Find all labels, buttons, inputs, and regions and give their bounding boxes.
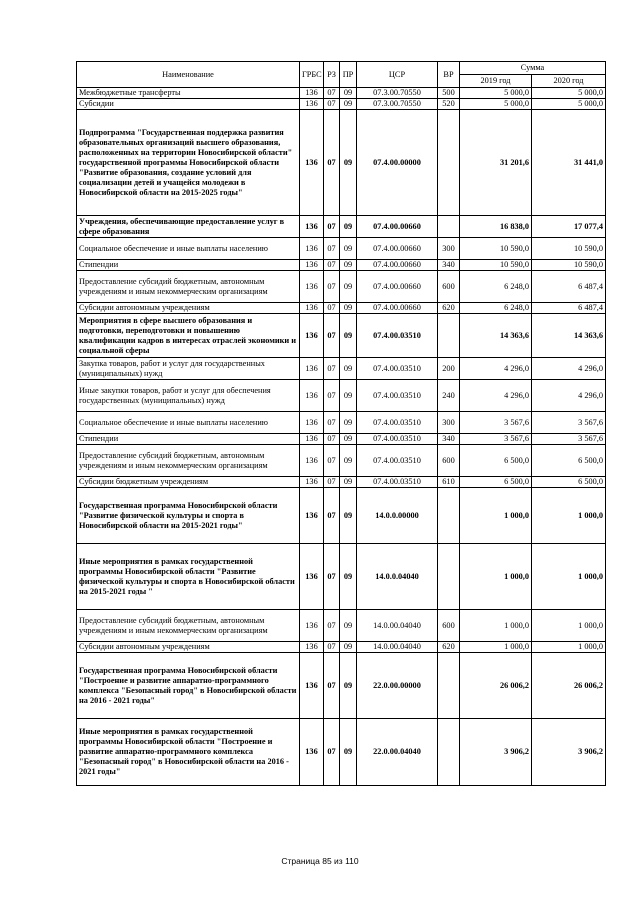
row-name: Предоставление субсидий бюджетным, автономным учреждениям и иным некоммерческим организациям	[77, 271, 300, 303]
row-rz: 07	[324, 434, 340, 445]
table-row	[77, 488, 606, 544]
row-sum-2020: 6 500,0	[532, 445, 606, 477]
row-pr: 09	[340, 303, 357, 314]
row-pr: 09	[340, 477, 357, 488]
row-csr: 07.4.00.00660	[357, 271, 438, 303]
row-name: Социальное обеспечение и иные выплаты населению	[77, 412, 300, 434]
row-sum-2019: 3 567,6	[460, 412, 532, 434]
table-row	[77, 238, 606, 260]
row-csr: 07.4.00.03510	[357, 477, 438, 488]
row-sum-2020: 31 441,0	[532, 110, 606, 216]
row-name: Подпрограмма "Государственная поддержка развития образовательных организаций высшего образования, расположенных на территории Новосибирской области" государственной программы Новосибирской области "Развитие образования, создание условий для социализации детей и учащейся молодежи в Новосибирской области на 2015-2025 годы"	[77, 110, 300, 216]
row-pr: 09	[340, 216, 357, 238]
row-grbs: 136	[300, 610, 324, 642]
row-sum-2019: 1 000,0	[460, 488, 532, 544]
row-name: Стипендии	[77, 260, 300, 271]
row-name: Иные мероприятия в рамках государственной программы Новосибирской области "Развитие физической культуры и спорта в Новосибирской области на 2015-2021 годы "	[77, 544, 300, 610]
row-sum-2020: 6 487,4	[532, 303, 606, 314]
row-sum-2019: 6 500,0	[460, 477, 532, 488]
row-sum-2019: 5 000,0	[460, 88, 532, 99]
row-name: Стипендии	[77, 434, 300, 445]
row-grbs: 136	[300, 488, 324, 544]
row-sum-2019: 5 000,0	[460, 99, 532, 110]
row-csr: 07.4.00.03510	[357, 380, 438, 412]
row-pr: 09	[340, 238, 357, 260]
row-grbs: 136	[300, 314, 324, 358]
row-rz: 07	[324, 488, 340, 544]
table-row	[77, 477, 606, 488]
row-name: Субсидии бюджетным учреждениям	[77, 477, 300, 488]
row-grbs: 136	[300, 303, 324, 314]
header-vr: ВР	[438, 62, 460, 88]
row-csr: 07.4.00.03510	[357, 314, 438, 358]
row-grbs: 136	[300, 477, 324, 488]
row-vr	[438, 314, 460, 358]
row-pr: 09	[340, 445, 357, 477]
row-vr	[438, 653, 460, 719]
row-sum-2020: 10 590,0	[532, 260, 606, 271]
row-rz: 07	[324, 99, 340, 110]
row-grbs: 136	[300, 642, 324, 653]
row-sum-2020: 3 567,6	[532, 412, 606, 434]
row-sum-2019: 10 590,0	[460, 260, 532, 271]
table-row	[77, 88, 606, 99]
row-csr: 07.3.00.70550	[357, 99, 438, 110]
row-csr: 07.4.00.03510	[357, 445, 438, 477]
row-rz: 07	[324, 544, 340, 610]
table-row	[77, 544, 606, 610]
row-csr: 14.0.0.00000	[357, 488, 438, 544]
row-sum-2020: 1 000,0	[532, 610, 606, 642]
row-rz: 07	[324, 271, 340, 303]
row-grbs: 136	[300, 358, 324, 380]
row-sum-2020: 5 000,0	[532, 88, 606, 99]
row-grbs: 136	[300, 271, 324, 303]
row-rz: 07	[324, 380, 340, 412]
row-vr: 600	[438, 610, 460, 642]
row-grbs: 136	[300, 544, 324, 610]
row-sum-2020: 17 077,4	[532, 216, 606, 238]
row-vr: 600	[438, 445, 460, 477]
table-row	[77, 110, 606, 216]
row-pr: 09	[340, 434, 357, 445]
header-pr: ПР	[340, 62, 357, 88]
row-sum-2019: 26 006,2	[460, 653, 532, 719]
header-grbs: ГРБС	[300, 62, 324, 88]
row-csr: 07.4.00.00660	[357, 216, 438, 238]
row-csr: 22.0.00.04040	[357, 719, 438, 786]
row-name: Социальное обеспечение и иные выплаты населению	[77, 238, 300, 260]
row-rz: 07	[324, 303, 340, 314]
row-sum-2019: 1 000,0	[460, 642, 532, 653]
header-sum: Сумма	[460, 62, 606, 75]
row-name: Субсидии автономным учреждениям	[77, 303, 300, 314]
row-name: Субсидии	[77, 99, 300, 110]
row-name: Межбюджетные трансферты	[77, 88, 300, 99]
row-vr: 520	[438, 99, 460, 110]
row-vr: 300	[438, 412, 460, 434]
row-name: Иные мероприятия в рамках государственной программы Новосибирской области "Построение и развитие аппаратно-программного комплекса "Безопасный город" в Новосибирской области на 2016 - 2021 годы"	[77, 719, 300, 786]
row-pr: 09	[340, 271, 357, 303]
table-row	[77, 260, 606, 271]
header-csr: ЦСР	[357, 62, 438, 88]
table-row	[77, 445, 606, 477]
row-sum-2019: 6 248,0	[460, 303, 532, 314]
row-csr: 07.4.00.03510	[357, 412, 438, 434]
row-vr	[438, 488, 460, 544]
header-year-2020: 2020 год	[532, 75, 606, 88]
row-rz: 07	[324, 358, 340, 380]
row-pr: 09	[340, 260, 357, 271]
table-row	[77, 358, 606, 380]
row-grbs: 136	[300, 719, 324, 786]
row-csr: 07.4.00.00660	[357, 238, 438, 260]
row-pr: 09	[340, 610, 357, 642]
row-grbs: 136	[300, 653, 324, 719]
table-row	[77, 216, 606, 238]
row-sum-2019: 4 296,0	[460, 358, 532, 380]
budget-table	[76, 61, 606, 786]
row-grbs: 136	[300, 99, 324, 110]
row-pr: 09	[340, 544, 357, 610]
row-sum-2019: 3 906,2	[460, 719, 532, 786]
row-vr	[438, 544, 460, 610]
row-pr: 09	[340, 642, 357, 653]
row-sum-2020: 4 296,0	[532, 380, 606, 412]
header-year-2019: 2019 год	[460, 75, 532, 88]
row-sum-2020: 1 000,0	[532, 642, 606, 653]
row-pr: 09	[340, 110, 357, 216]
row-sum-2020: 3 567,6	[532, 434, 606, 445]
row-grbs: 136	[300, 238, 324, 260]
table-row	[77, 642, 606, 653]
row-sum-2019: 16 838,0	[460, 216, 532, 238]
row-sum-2020: 6 487,4	[532, 271, 606, 303]
row-sum-2020: 1 000,0	[532, 544, 606, 610]
row-csr: 14.0.0.04040	[357, 544, 438, 610]
row-sum-2019: 1 000,0	[460, 610, 532, 642]
row-rz: 07	[324, 238, 340, 260]
table-row	[77, 271, 606, 303]
row-name: Государственная программа Новосибирской области "Построение и развитие аппаратно-программного комплекса "Безопасный город" в Новосибирской области на 2016 - 2021 годы"	[77, 653, 300, 719]
page-number: Страница 85 из 110	[281, 856, 359, 866]
row-rz: 07	[324, 642, 340, 653]
row-pr: 09	[340, 412, 357, 434]
table-row	[77, 719, 606, 786]
table-row	[77, 303, 606, 314]
row-grbs: 136	[300, 88, 324, 99]
row-csr: 07.4.00.00660	[357, 303, 438, 314]
table-row	[77, 99, 606, 110]
header-rz: РЗ	[324, 62, 340, 88]
row-name: Учреждения, обеспечивающие предоставление услуг в сфере образования	[77, 216, 300, 238]
row-rz: 07	[324, 477, 340, 488]
row-rz: 07	[324, 216, 340, 238]
table-row	[77, 412, 606, 434]
row-sum-2019: 4 296,0	[460, 380, 532, 412]
row-vr: 300	[438, 238, 460, 260]
row-csr: 14.0.00.04040	[357, 610, 438, 642]
row-pr: 09	[340, 719, 357, 786]
row-pr: 09	[340, 314, 357, 358]
row-name: Иные закупки товаров, работ и услуг для обеспечения государственных (муниципальных) нужд	[77, 380, 300, 412]
row-pr: 09	[340, 99, 357, 110]
row-rz: 07	[324, 653, 340, 719]
row-name: Государственная программа Новосибирской области "Развитие физической культуры и спорта в Новосибирской области на 2015-2021 годы"	[77, 488, 300, 544]
row-vr	[438, 216, 460, 238]
row-sum-2020: 4 296,0	[532, 358, 606, 380]
table-row	[77, 653, 606, 719]
row-grbs: 136	[300, 216, 324, 238]
row-grbs: 136	[300, 412, 324, 434]
row-vr: 620	[438, 642, 460, 653]
row-vr: 240	[438, 380, 460, 412]
row-rz: 07	[324, 88, 340, 99]
row-sum-2019: 6 248,0	[460, 271, 532, 303]
row-pr: 09	[340, 88, 357, 99]
row-rz: 07	[324, 110, 340, 216]
row-vr: 500	[438, 88, 460, 99]
row-vr	[438, 110, 460, 216]
table-row	[77, 434, 606, 445]
row-sum-2020: 26 006,2	[532, 653, 606, 719]
row-pr: 09	[340, 358, 357, 380]
row-name: Предоставление субсидий бюджетным, автономным учреждениям и иным некоммерческим организациям	[77, 445, 300, 477]
row-csr: 07.4.00.00000	[357, 110, 438, 216]
row-rz: 07	[324, 314, 340, 358]
row-name: Мероприятия в сфере высшего образования и подготовки, переподготовки и повышению квалификации кадров в интересах отраслей экономики и социальной сферы	[77, 314, 300, 358]
row-sum-2019: 14 363,6	[460, 314, 532, 358]
row-vr: 340	[438, 260, 460, 271]
row-name: Закупка товаров, работ и услуг для государственных (муниципальных) нужд	[77, 358, 300, 380]
row-grbs: 136	[300, 445, 324, 477]
row-csr: 14.0.00.04040	[357, 642, 438, 653]
row-csr: 22.0.00.00000	[357, 653, 438, 719]
row-grbs: 136	[300, 380, 324, 412]
row-pr: 09	[340, 380, 357, 412]
row-sum-2020: 3 906,2	[532, 719, 606, 786]
row-sum-2020: 14 363,6	[532, 314, 606, 358]
row-sum-2020: 10 590,0	[532, 238, 606, 260]
row-sum-2019: 6 500,0	[460, 445, 532, 477]
row-csr: 07.4.00.03510	[357, 358, 438, 380]
row-grbs: 136	[300, 260, 324, 271]
row-vr: 600	[438, 271, 460, 303]
row-grbs: 136	[300, 434, 324, 445]
row-vr: 200	[438, 358, 460, 380]
row-vr: 620	[438, 303, 460, 314]
row-rz: 07	[324, 719, 340, 786]
header-name: Наименование	[77, 62, 300, 88]
table-row	[77, 380, 606, 412]
row-sum-2019: 31 201,6	[460, 110, 532, 216]
row-sum-2020: 6 500,0	[532, 477, 606, 488]
table-row	[77, 314, 606, 358]
row-csr: 07.3.00.70550	[357, 88, 438, 99]
row-vr: 340	[438, 434, 460, 445]
row-sum-2020: 5 000,0	[532, 99, 606, 110]
table-row	[77, 610, 606, 642]
row-pr: 09	[340, 653, 357, 719]
row-pr: 09	[340, 488, 357, 544]
row-grbs: 136	[300, 110, 324, 216]
row-rz: 07	[324, 445, 340, 477]
row-vr	[438, 719, 460, 786]
row-rz: 07	[324, 260, 340, 271]
row-csr: 07.4.00.00660	[357, 260, 438, 271]
row-sum-2019: 3 567,6	[460, 434, 532, 445]
row-name: Предоставление субсидий бюджетным, автономным учреждениям и иным некоммерческим организациям	[77, 610, 300, 642]
row-name: Субсидии автономным учреждениям	[77, 642, 300, 653]
table-body	[77, 88, 606, 786]
row-vr: 610	[438, 477, 460, 488]
row-sum-2020: 1 000,0	[532, 488, 606, 544]
row-rz: 07	[324, 610, 340, 642]
row-sum-2019: 1 000,0	[460, 544, 532, 610]
row-csr: 07.4.00.03510	[357, 434, 438, 445]
row-rz: 07	[324, 412, 340, 434]
row-sum-2019: 10 590,0	[460, 238, 532, 260]
